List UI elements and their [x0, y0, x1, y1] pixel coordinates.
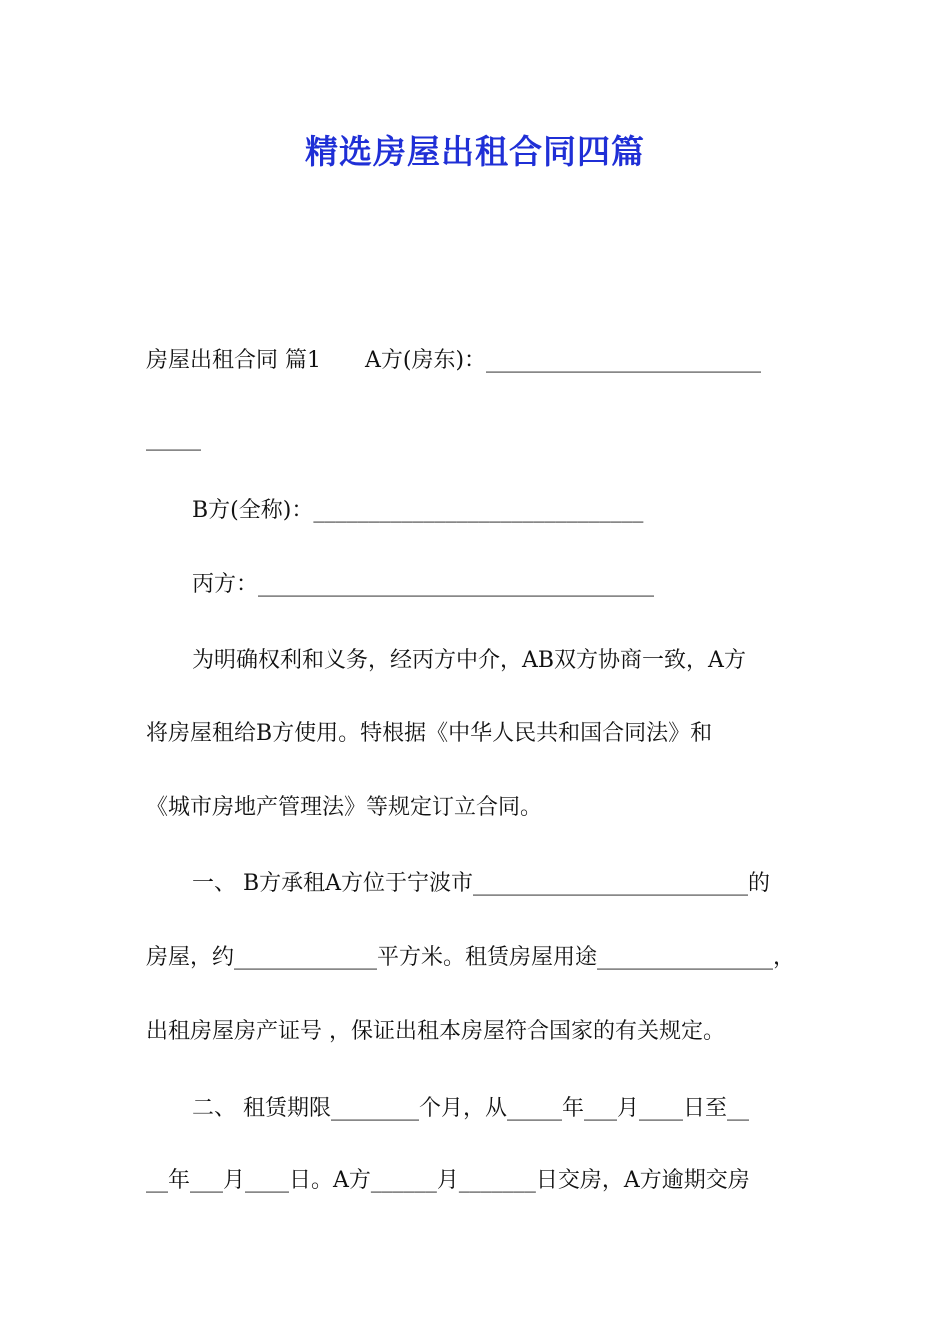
- paragraph-line: B方(全称)：______________________________: [192, 498, 644, 523]
- paragraph-line: 二、 租赁期限________个月，从_____年___月____日至__: [192, 1096, 749, 1121]
- paragraph-line: __年___月____日。A方______月_______日交房，A方逾期交房: [146, 1168, 750, 1193]
- paragraph-line: _____: [146, 426, 201, 451]
- paragraph-line: 丙方：____________________________________: [192, 572, 655, 597]
- paragraph-line: 一、 B方承租A方位于宁波市_________________________的: [192, 871, 771, 896]
- paragraph-line: 出租房屋房产证号 ，保证出租本房屋符合国家的有关规定。: [146, 1019, 725, 1044]
- paragraph-line: 为明确权利和义务，经丙方中介，AB双方协商一致，A方: [192, 648, 746, 673]
- paragraph-line: 《城市房地产管理法》等规定订立合同。: [146, 795, 543, 820]
- paragraph-line: 将房屋租给B方使用。特根据《中华人民共和国合同法》和: [146, 721, 713, 746]
- paragraph-line: 房屋，约_____________平方米。租赁房屋用途________________，: [146, 945, 796, 970]
- paragraph-line: 房屋出租合同 篇1 A方(房东)：_________________________: [146, 348, 762, 373]
- document-title: 精选房屋出租合同四篇: [305, 132, 645, 171]
